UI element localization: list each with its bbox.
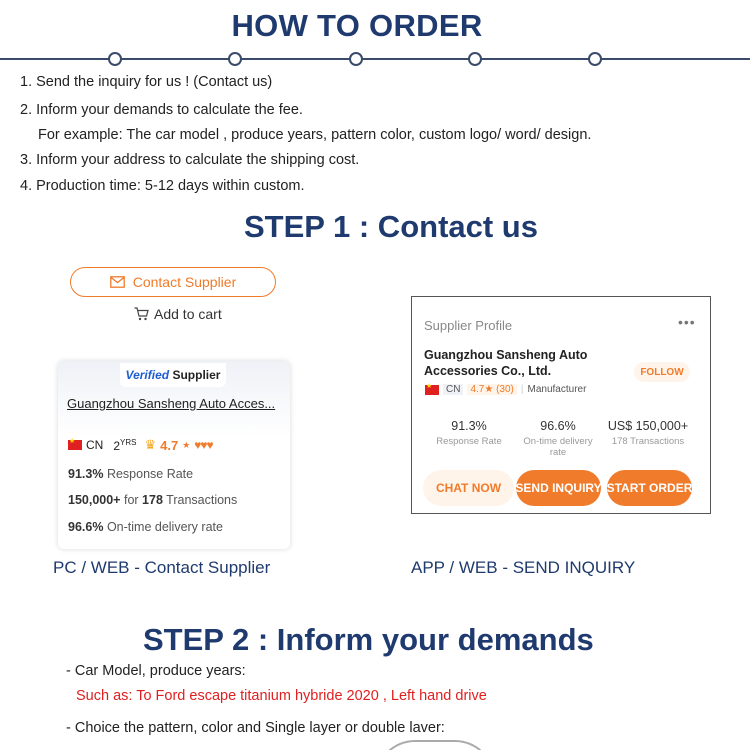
step1-title: STEP 1 : Contact us bbox=[244, 209, 538, 244]
demand-item-pattern: - Choice the pattern, color and Single layer or double laver: bbox=[66, 720, 445, 736]
timeline-dot bbox=[228, 52, 242, 66]
timeline-dot bbox=[108, 52, 122, 66]
pc-caption: PC / WEB - Contact Supplier bbox=[53, 558, 271, 577]
info-line-3: 3. Inform your address to calculate the shipping cost. bbox=[20, 152, 360, 168]
pc-response-rate: 91.3% Response Rate bbox=[68, 467, 194, 481]
start-order-button[interactable]: START ORDER bbox=[607, 470, 692, 506]
pc-country: CN bbox=[86, 438, 104, 452]
demand-example: Such as: To Ford escape titanium hybride 2020 , Left hand drive bbox=[76, 688, 487, 704]
verified-prefix: Verified bbox=[125, 368, 170, 382]
app-stat-response: 91.3% Response Rate bbox=[436, 419, 502, 447]
info-line-2: 2. Inform your demands to calculate the fee. bbox=[20, 102, 303, 118]
app-caption: APP / WEB - SEND INQUIRY bbox=[411, 558, 636, 577]
cart-icon bbox=[134, 307, 149, 321]
app-rating: 4.7★ (30) bbox=[467, 384, 516, 395]
pc-supplier-card bbox=[58, 361, 290, 549]
chat-now-button[interactable]: CHAT NOW bbox=[423, 470, 514, 506]
app-country: CN bbox=[443, 384, 463, 395]
follow-button[interactable]: FOLLOW bbox=[634, 362, 690, 382]
app-stat-ontime: 96.6% On-time delivery rate bbox=[523, 419, 593, 458]
timeline-dot bbox=[349, 52, 363, 66]
pc-years: $2^{YRS}$ bbox=[113, 437, 137, 453]
china-flag-icon bbox=[68, 440, 82, 450]
pc-company-link[interactable]: Guangzhou Sansheng Auto Acces... bbox=[67, 396, 276, 411]
verified-suffix: Supplier bbox=[172, 368, 221, 382]
app-stat-transactions: US$ 150,000+ 178 Transactions bbox=[607, 419, 689, 447]
pc-transactions: 150,000+ for 178 Transactions bbox=[68, 493, 238, 507]
info-line-1: 1. Send the inquiry for us ! (Contact us) bbox=[20, 74, 273, 90]
china-flag-icon bbox=[425, 385, 439, 395]
pc-ontime-rate: 96.6% On-time delivery rate bbox=[68, 520, 223, 534]
page-title: HOW TO ORDER bbox=[231, 8, 483, 43]
timeline-dot bbox=[588, 52, 602, 66]
cropped-image-edge bbox=[375, 740, 495, 750]
star-icon: ★ bbox=[182, 439, 191, 450]
app-supplier-card bbox=[411, 296, 711, 514]
app-company-name: Guangzhou Sansheng Auto Accessories Co., Ltd. bbox=[424, 348, 588, 378]
gold-medal-icon: ♛ bbox=[144, 437, 157, 452]
app-business-type: Manufacturer bbox=[527, 384, 587, 395]
pc-rating: 4.7 bbox=[160, 437, 179, 453]
diamond-icons: ♥♥♥ bbox=[194, 438, 213, 452]
info-line-example: For example: The car model , produce years, pattern color, custom logo/ word/ design. bbox=[38, 127, 592, 143]
add-to-cart-link[interactable] bbox=[134, 306, 222, 322]
contact-supplier-label: Contact Supplier bbox=[132, 274, 237, 290]
separator: | bbox=[520, 384, 524, 395]
pc-meta-row bbox=[68, 437, 213, 453]
verified-supplier-badge bbox=[120, 363, 226, 387]
send-inquiry-button[interactable]: SEND INQUIRY bbox=[516, 470, 601, 506]
timeline-dot bbox=[468, 52, 482, 66]
more-options-icon[interactable]: ••• bbox=[678, 314, 696, 330]
info-line-4: 4. Production time: 5-12 days within custom. bbox=[20, 178, 305, 194]
demand-item-car-model: - Car Model, produce years: bbox=[66, 663, 246, 679]
step2-title: STEP 2 : Inform your demands bbox=[143, 622, 594, 657]
app-meta-row bbox=[425, 384, 586, 395]
supplier-profile-label: Supplier Profile bbox=[424, 318, 513, 333]
contact-supplier-button[interactable] bbox=[70, 267, 276, 297]
mail-icon bbox=[110, 276, 125, 288]
add-to-cart-label: Add to cart bbox=[154, 306, 222, 322]
